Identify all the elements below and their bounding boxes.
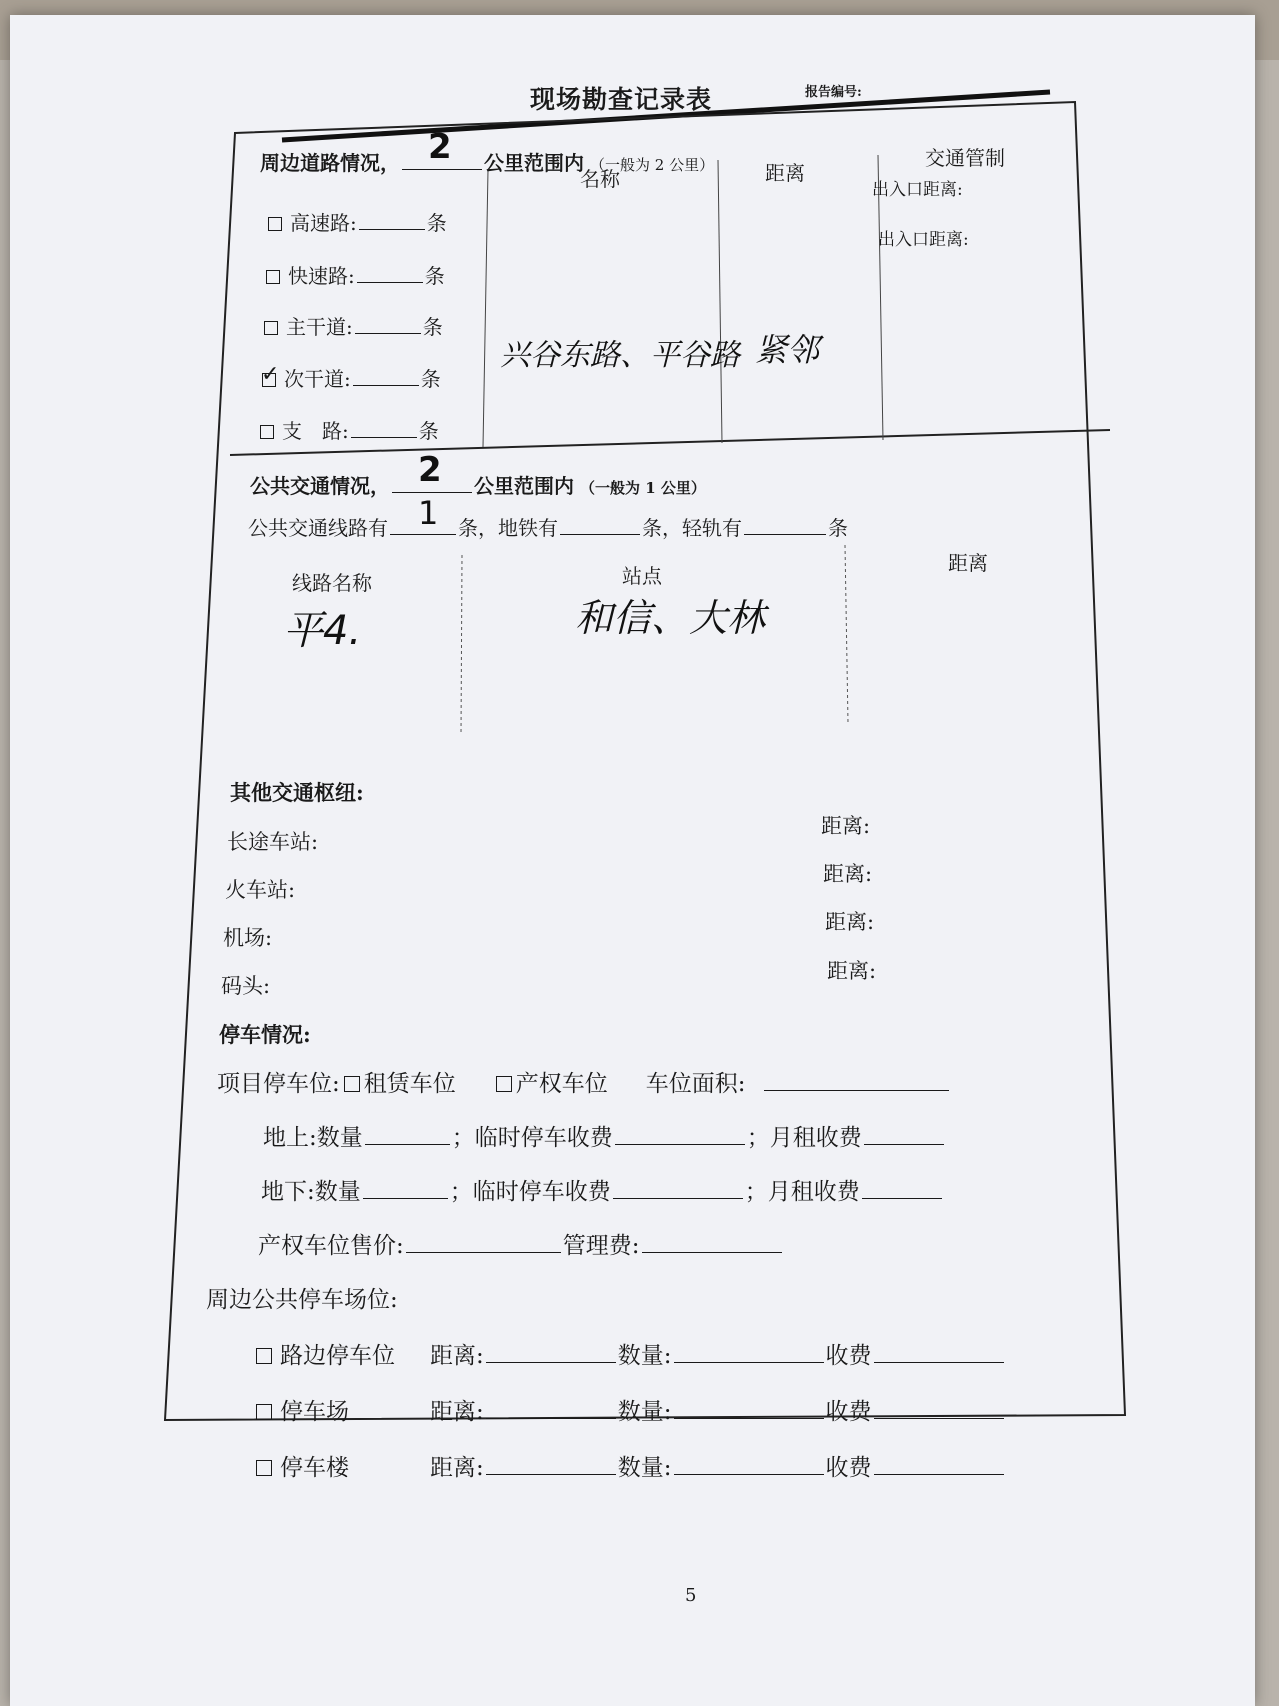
- public-parking-row: [256, 1337, 1006, 1370]
- area-label: 车位面积:: [645, 1071, 746, 1097]
- hub-label: 机场:: [223, 926, 273, 950]
- parking-heading: 停车情况:: [219, 1022, 311, 1047]
- public-distance-label: 距离:: [430, 1455, 484, 1481]
- exit-distance-label-1: 出入口距离:: [872, 180, 963, 200]
- monthly-fee-label: ；月租收费: [746, 1125, 862, 1151]
- public-parking-row: [256, 1393, 1006, 1426]
- hub-label: 码头:: [221, 974, 271, 998]
- form-title: 现场勘查记录表: [530, 85, 713, 114]
- road-type-unit: 条: [426, 211, 447, 235]
- below-qty-field[interactable]: [363, 1178, 448, 1199]
- sale-price-label: 产权车位售价:: [258, 1233, 404, 1259]
- outer-border: [165, 102, 1125, 1420]
- exit-distance-label-2: 出入口距离:: [878, 230, 969, 250]
- roads-col-distance: 距离: [765, 161, 805, 185]
- road-type-count-field[interactable]: [355, 313, 421, 334]
- road-type-checkbox[interactable]: [268, 217, 282, 231]
- road-type-label: 主干道:: [286, 315, 353, 339]
- roads-note: （一般为 2 公里）: [590, 156, 715, 174]
- below-ground-row: [261, 1173, 944, 1206]
- public-qty-field[interactable]: [674, 1342, 824, 1363]
- public-distance-field[interactable]: [486, 1454, 616, 1475]
- handwritten-transit-line: 平4.: [283, 608, 362, 654]
- public-distance-label: 距离:: [430, 1399, 484, 1425]
- public-qty-label: 数量:: [617, 1455, 672, 1481]
- handwritten-road-distance: 紧邻: [755, 331, 820, 369]
- road-type-row: [262, 363, 441, 392]
- public-parking-heading: 周边公共停车场位:: [206, 1287, 398, 1313]
- road-type-count-field[interactable]: [359, 209, 425, 230]
- road-type-label: 次干道:: [284, 367, 351, 391]
- subway-count-field[interactable]: [560, 514, 640, 535]
- road-type-row: [264, 311, 443, 340]
- roads-col-divider-2: [718, 160, 722, 443]
- road-type-unit: 条: [424, 264, 445, 288]
- public-fee-label: 收费: [825, 1455, 872, 1481]
- area-field[interactable]: [764, 1070, 949, 1091]
- hub-distance-label: 距离:: [827, 959, 877, 983]
- public-fee-field[interactable]: [874, 1342, 1004, 1363]
- transit-lines-field[interactable]: [390, 494, 456, 535]
- transit-label-suffix: 公里范围内: [474, 474, 574, 498]
- lease-label: 租赁车位: [363, 1071, 456, 1097]
- transit-lines-row: [248, 494, 848, 541]
- road-type-checkbox[interactable]: [260, 425, 274, 439]
- road-type-label: 快速路:: [288, 264, 355, 288]
- road-type-count-field[interactable]: [357, 262, 423, 283]
- transit-radius-field[interactable]: [392, 450, 472, 493]
- above-monthly-fee-field[interactable]: [864, 1124, 944, 1145]
- light-rail-unit: 条: [828, 516, 848, 540]
- form-page: [10, 15, 1255, 1706]
- transit-lines-value: 1: [418, 494, 439, 532]
- roads-label-suffix: 公里范围内: [484, 151, 584, 175]
- transit-col-distance: 距离: [948, 551, 988, 575]
- public-qty-label: 数量:: [617, 1399, 672, 1425]
- transit-radius-value: 2: [418, 450, 442, 490]
- below-temp-fee-field[interactable]: [613, 1178, 743, 1199]
- transit-note: （一般为 1 公里）: [580, 479, 706, 497]
- road-type-count-field[interactable]: [351, 417, 417, 438]
- transit-heading: [250, 450, 706, 499]
- transit-col-station: 站点: [622, 564, 662, 588]
- handwritten-road-names: 兴谷东路、平谷路: [500, 338, 740, 373]
- road-type-row: [266, 260, 445, 289]
- public-parking-checkbox[interactable]: [256, 1404, 272, 1420]
- above-qty-field[interactable]: [365, 1124, 450, 1145]
- road-type-label: 支 路:: [282, 419, 349, 443]
- public-fee-label: 收费: [825, 1399, 872, 1425]
- subway-unit: 条，轻轨有: [642, 516, 742, 540]
- mgmt-fee-field[interactable]: [642, 1232, 782, 1253]
- below-label: 地下:: [261, 1179, 315, 1205]
- public-parking-label: 路边停车位: [280, 1343, 395, 1369]
- property-label: 产权车位: [515, 1071, 608, 1097]
- roads-col-divider-1: [483, 170, 488, 447]
- road-type-row: [260, 415, 439, 444]
- public-parking-checkbox[interactable]: [256, 1348, 272, 1364]
- transit-lines-unit: 条，地铁有: [458, 516, 558, 540]
- public-distance-field[interactable]: [486, 1398, 616, 1419]
- temp-fee-label: ；临时停车收费: [449, 1179, 611, 1205]
- below-monthly-fee-field[interactable]: [862, 1178, 942, 1199]
- road-type-row: [268, 207, 447, 236]
- public-fee-label: 收费: [825, 1343, 872, 1369]
- road-type-unit: 条: [418, 419, 439, 443]
- transit-col-divider-1: [461, 555, 462, 735]
- public-fee-field[interactable]: [874, 1454, 1004, 1475]
- check-mark-icon: ✓: [261, 362, 280, 387]
- monthly-fee-label: ；月租收费: [744, 1179, 860, 1205]
- road-type-label: 高速路:: [290, 211, 357, 235]
- public-parking-label: 停车楼: [280, 1455, 349, 1481]
- road-type-checkbox[interactable]: [264, 321, 278, 335]
- public-distance-field[interactable]: [486, 1342, 616, 1363]
- road-type-unit: 条: [422, 315, 443, 339]
- project-parking-label: 项目停车位:: [217, 1071, 340, 1097]
- temp-fee-label: ；临时停车收费: [451, 1125, 613, 1151]
- hubs-heading: 其他交通枢纽:: [230, 780, 364, 805]
- road-type-checkbox-checked[interactable]: [261, 362, 280, 387]
- qty-label: 数量: [316, 1125, 363, 1151]
- roads-heading: [260, 127, 715, 176]
- light-rail-count-field[interactable]: [744, 514, 826, 535]
- report-number-label: 报告编号:: [805, 85, 862, 100]
- hub-distance-label: 距离:: [821, 814, 871, 838]
- public-fee-field[interactable]: [874, 1398, 1004, 1419]
- public-distance-label: 距离:: [430, 1343, 484, 1369]
- public-parking-label: 停车场: [280, 1399, 349, 1425]
- roads-col-traffic: 交通管制: [925, 146, 1005, 170]
- public-parking-checkbox[interactable]: [256, 1460, 272, 1476]
- transit-lines-label: 公共交通线路有: [248, 516, 388, 540]
- qty-label: 数量: [314, 1179, 361, 1205]
- hub-label: 火车站:: [225, 878, 296, 902]
- transit-label-prefix: 公共交通情况，: [250, 474, 390, 498]
- public-qty-field[interactable]: [674, 1398, 824, 1419]
- hub-label: 长途车站:: [227, 830, 319, 854]
- public-parking-row: [256, 1449, 1006, 1482]
- transit-col-line: 线路名称: [292, 571, 372, 595]
- handwritten-transit-station: 和信、大林: [575, 596, 766, 640]
- page-number: 5: [685, 1585, 697, 1606]
- transit-col-divider-2: [845, 545, 848, 723]
- road-type-count-field[interactable]: [353, 365, 419, 386]
- project-parking-row: [217, 1065, 951, 1098]
- roads-radius-field[interactable]: [402, 127, 482, 170]
- sale-price-field[interactable]: [406, 1232, 561, 1253]
- sale-price-row: [258, 1227, 784, 1260]
- public-qty-field[interactable]: [674, 1454, 824, 1475]
- property-checkbox[interactable]: [496, 1076, 512, 1092]
- lease-checkbox[interactable]: [344, 1076, 360, 1092]
- mgmt-fee-label: 管理费:: [562, 1233, 640, 1259]
- hub-distance-label: 距离:: [825, 910, 875, 934]
- above-label: 地上:: [263, 1125, 317, 1151]
- road-type-checkbox[interactable]: [266, 270, 280, 284]
- hub-distance-label: 距离:: [823, 862, 873, 886]
- roads-radius-value: 2: [428, 127, 452, 167]
- public-qty-label: 数量:: [617, 1343, 672, 1369]
- roads-col-name: 名称: [580, 167, 620, 191]
- above-ground-row: [263, 1119, 946, 1152]
- roads-label-prefix: 周边道路情况，: [260, 151, 400, 175]
- road-type-unit: 条: [420, 367, 441, 391]
- above-temp-fee-field[interactable]: [615, 1124, 745, 1145]
